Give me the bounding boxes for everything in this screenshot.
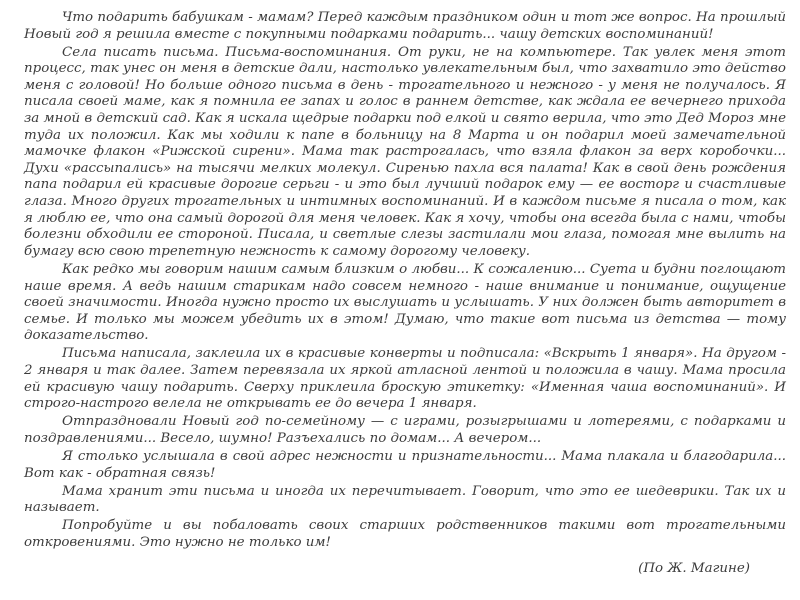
paragraph-intro: Что подарить бабушкам - мамам? Перед каждым праздником один и тот же вопрос. На прошлый Новый год я решила вместе с покупными подарками подарить... чашу детских воспоминаний!: [24, 10, 786, 42]
paragraph-keeps-letters: Мама хранит эти письма и иногда их перечитывает. Говорит, что это ее шедеврики. Так их и называет.: [24, 483, 786, 516]
paragraph-envelopes: Письма написала, заклеила их в красивые конверты и подписала: «Вскрыть 1 января». На другом - 2 января и так далее. Затем перевязала их яркой атласной лентой и положила в чашу. Мама просила ей красивую чашу подарить. Сверху приклеила броскую этикетку: «Именная чаша воспоминаний». И строго-настрого велела не открывать ее до вечера 1 января.: [24, 346, 786, 412]
paragraph-feedback: Я столько услышала в свой адрес нежности и признательности... Мама плакала и благодарила... Вот как - обратная связь!: [24, 448, 786, 481]
paragraph-love: Как редко мы говорим нашим самым близким о любви... К сожалению... Суета и будни поглощают наше время. А ведь нашим старикам надо совсем немного - наше внимание и понимание, ощущение своей значимости. Иногда нужно просто их выслушать и услышать. У них должен быть авторитет в семье. И только мы можем убедить их в этом! Думаю, что такие вот письма из детства — тому доказательство.: [24, 261, 786, 344]
paragraph-advice: Попробуйте и вы побаловать своих старших родственников такими вот трогательными откровениями. Это нужно не только им!: [24, 518, 786, 550]
author-attribution: (По Ж. Магине): [638, 560, 750, 576]
paragraph-letters: Села писать письма. Письма-воспоминания. От руки, не на компьютере. Так увлек меня этот процесс, так унес он меня в детские дали, настолько увлекательным был, что захватило это действо меня с головой! Но больше одного письма в день - трогательного и нежного - у меня не получалось. Я писала своей маме, как я помнила ее запах и голос в раннем детстве, как ждала ее вечернего прихода за мной в детский сад. Как я искала щедрые подарки под елкой и свято верила, что это Дед Мороз мне туда их положил. Как мы ходили к папе в больницу на 8 Марта и он подарил моей замечательной мамочке флакон «Рижской сирени». Мама так растрогалась, что взяла флакон за верх коробочки... Духи «рассыпались» на тысячи мелких молекул. Сиренью пахла вся палата! Как в свой день рождения папа подарил ей красивые дорогие серьги - и это был лучший подарок ему — ее восторг и счастливые глаза. Много других трогательных и интимных воспоминаний. И в каждом письме я писала о том, как я люблю ее, что она самый дорогой для меня человек. Как я хочу, чтобы она всегда была с нами, чтобы болезни обходили ее стороной. Писала, и светлые слезы застилали мои глаза, помогая мне вылить на бумагу всю свою трепетную нежность к самому дорогому человеку.: [24, 44, 786, 259]
paragraph-new-year: Отпраздновали Новый год по-семейному — с играми, розыгрышами и лотереями, с подарками и поздравлениями... Весело, шумно! Разъехались по домам... А вечером...: [24, 414, 786, 446]
